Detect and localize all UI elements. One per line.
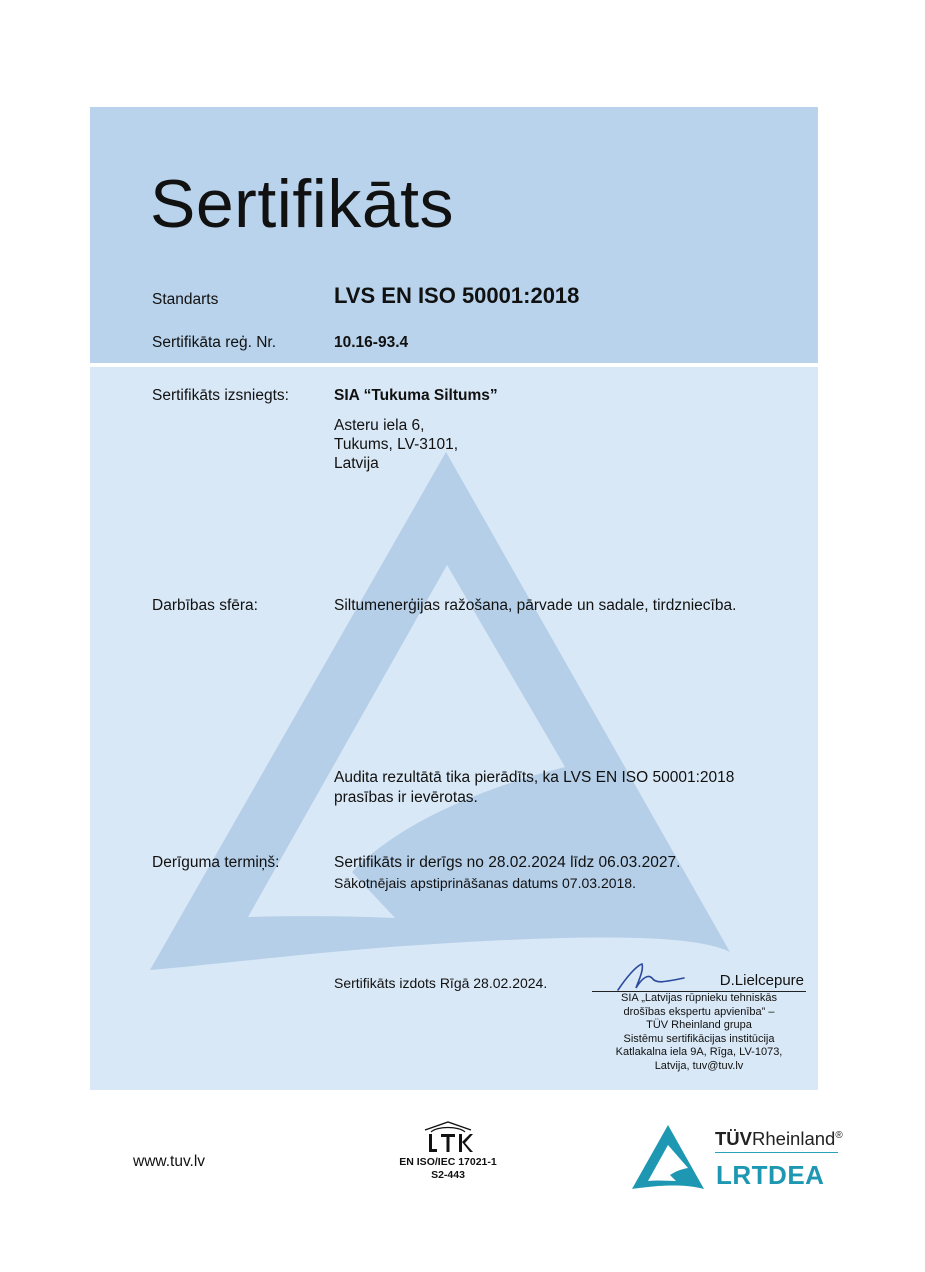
brand-tuv: TÜV [715,1128,752,1150]
company-name: SIA “Tukuma Siltums” [334,387,498,404]
tuv-rheinland-brand [715,1125,843,1150]
address-line: Latvija [334,455,379,472]
brand-rule [715,1152,838,1153]
issuer-details [592,992,806,1073]
certificate-title: Sertifikāts [150,166,455,242]
latak-accreditation [392,1120,504,1182]
company-address [334,416,458,473]
signer-name: D.Lielcepure [719,972,804,989]
latak-logo-icon [415,1120,481,1156]
scope-label: Darbības sfēra: [152,597,258,614]
issued-place-date: Sertifikāts izdots Rīgā 28.02.2024. [334,975,548,991]
address-line: Tukums, LV-3101, [334,436,459,453]
issuer-line: Latvija, tuv@tuv.lv [654,1059,744,1072]
validity-label: Derīguma termiņš: [152,854,280,871]
issuer-line: drošības ekspertu apvienība” – [623,1005,775,1018]
issuer-line: TÜV Rheinland grupa [646,1019,752,1031]
standard-value: LVS EN ISO 50001:2018 [334,283,580,308]
address-line: Asteru iela 6, [334,417,425,434]
initial-approval-date: Sākotnējais apstiprināšanas datums 07.03.2018. [334,875,636,891]
audit-statement [334,768,734,808]
lrtdea-brand: LRTDEA [716,1160,825,1190]
issuer-line: SIA „Latvijas rūpnieku tehniskās [621,992,777,1004]
registered-mark: ® [835,1130,843,1141]
validity-value: Sertifikāts ir derīgs no 28.02.2024 līdz 06.03.2027. [334,854,681,871]
reg-number-label: Sertifikāta reģ. Nr. [152,334,277,351]
audit-line: prasības ir ievērotas. [334,789,478,806]
website-text: www.tuv.lv [133,1153,206,1170]
issuer-line: Sistēmu sertifikācijas institūcija [623,1032,775,1045]
audit-line: Audita rezultātā tika pierādīts, ka LVS EN ISO 50001:2018 [334,769,735,786]
reg-number-value: 10.16-93.4 [334,334,409,351]
scope-value: Siltumenerģijas ražošana, pārvade un sadale, tirdzniecība. [334,597,737,614]
accreditation-standard: EN ISO/IEC 17021-1 [399,1156,497,1168]
brand-rheinland: Rheinland [752,1128,836,1150]
issued-to-label: Sertifikāts izsniegts: [152,387,289,404]
accreditation-number: S2-443 [431,1169,465,1181]
standard-label: Standarts [152,291,219,308]
lrtdea-triangle-logo-icon [632,1125,704,1191]
issuer-line: Katlakalna iela 9A, Rīga, LV-1073, [615,1046,783,1058]
signature-icon [612,960,692,994]
